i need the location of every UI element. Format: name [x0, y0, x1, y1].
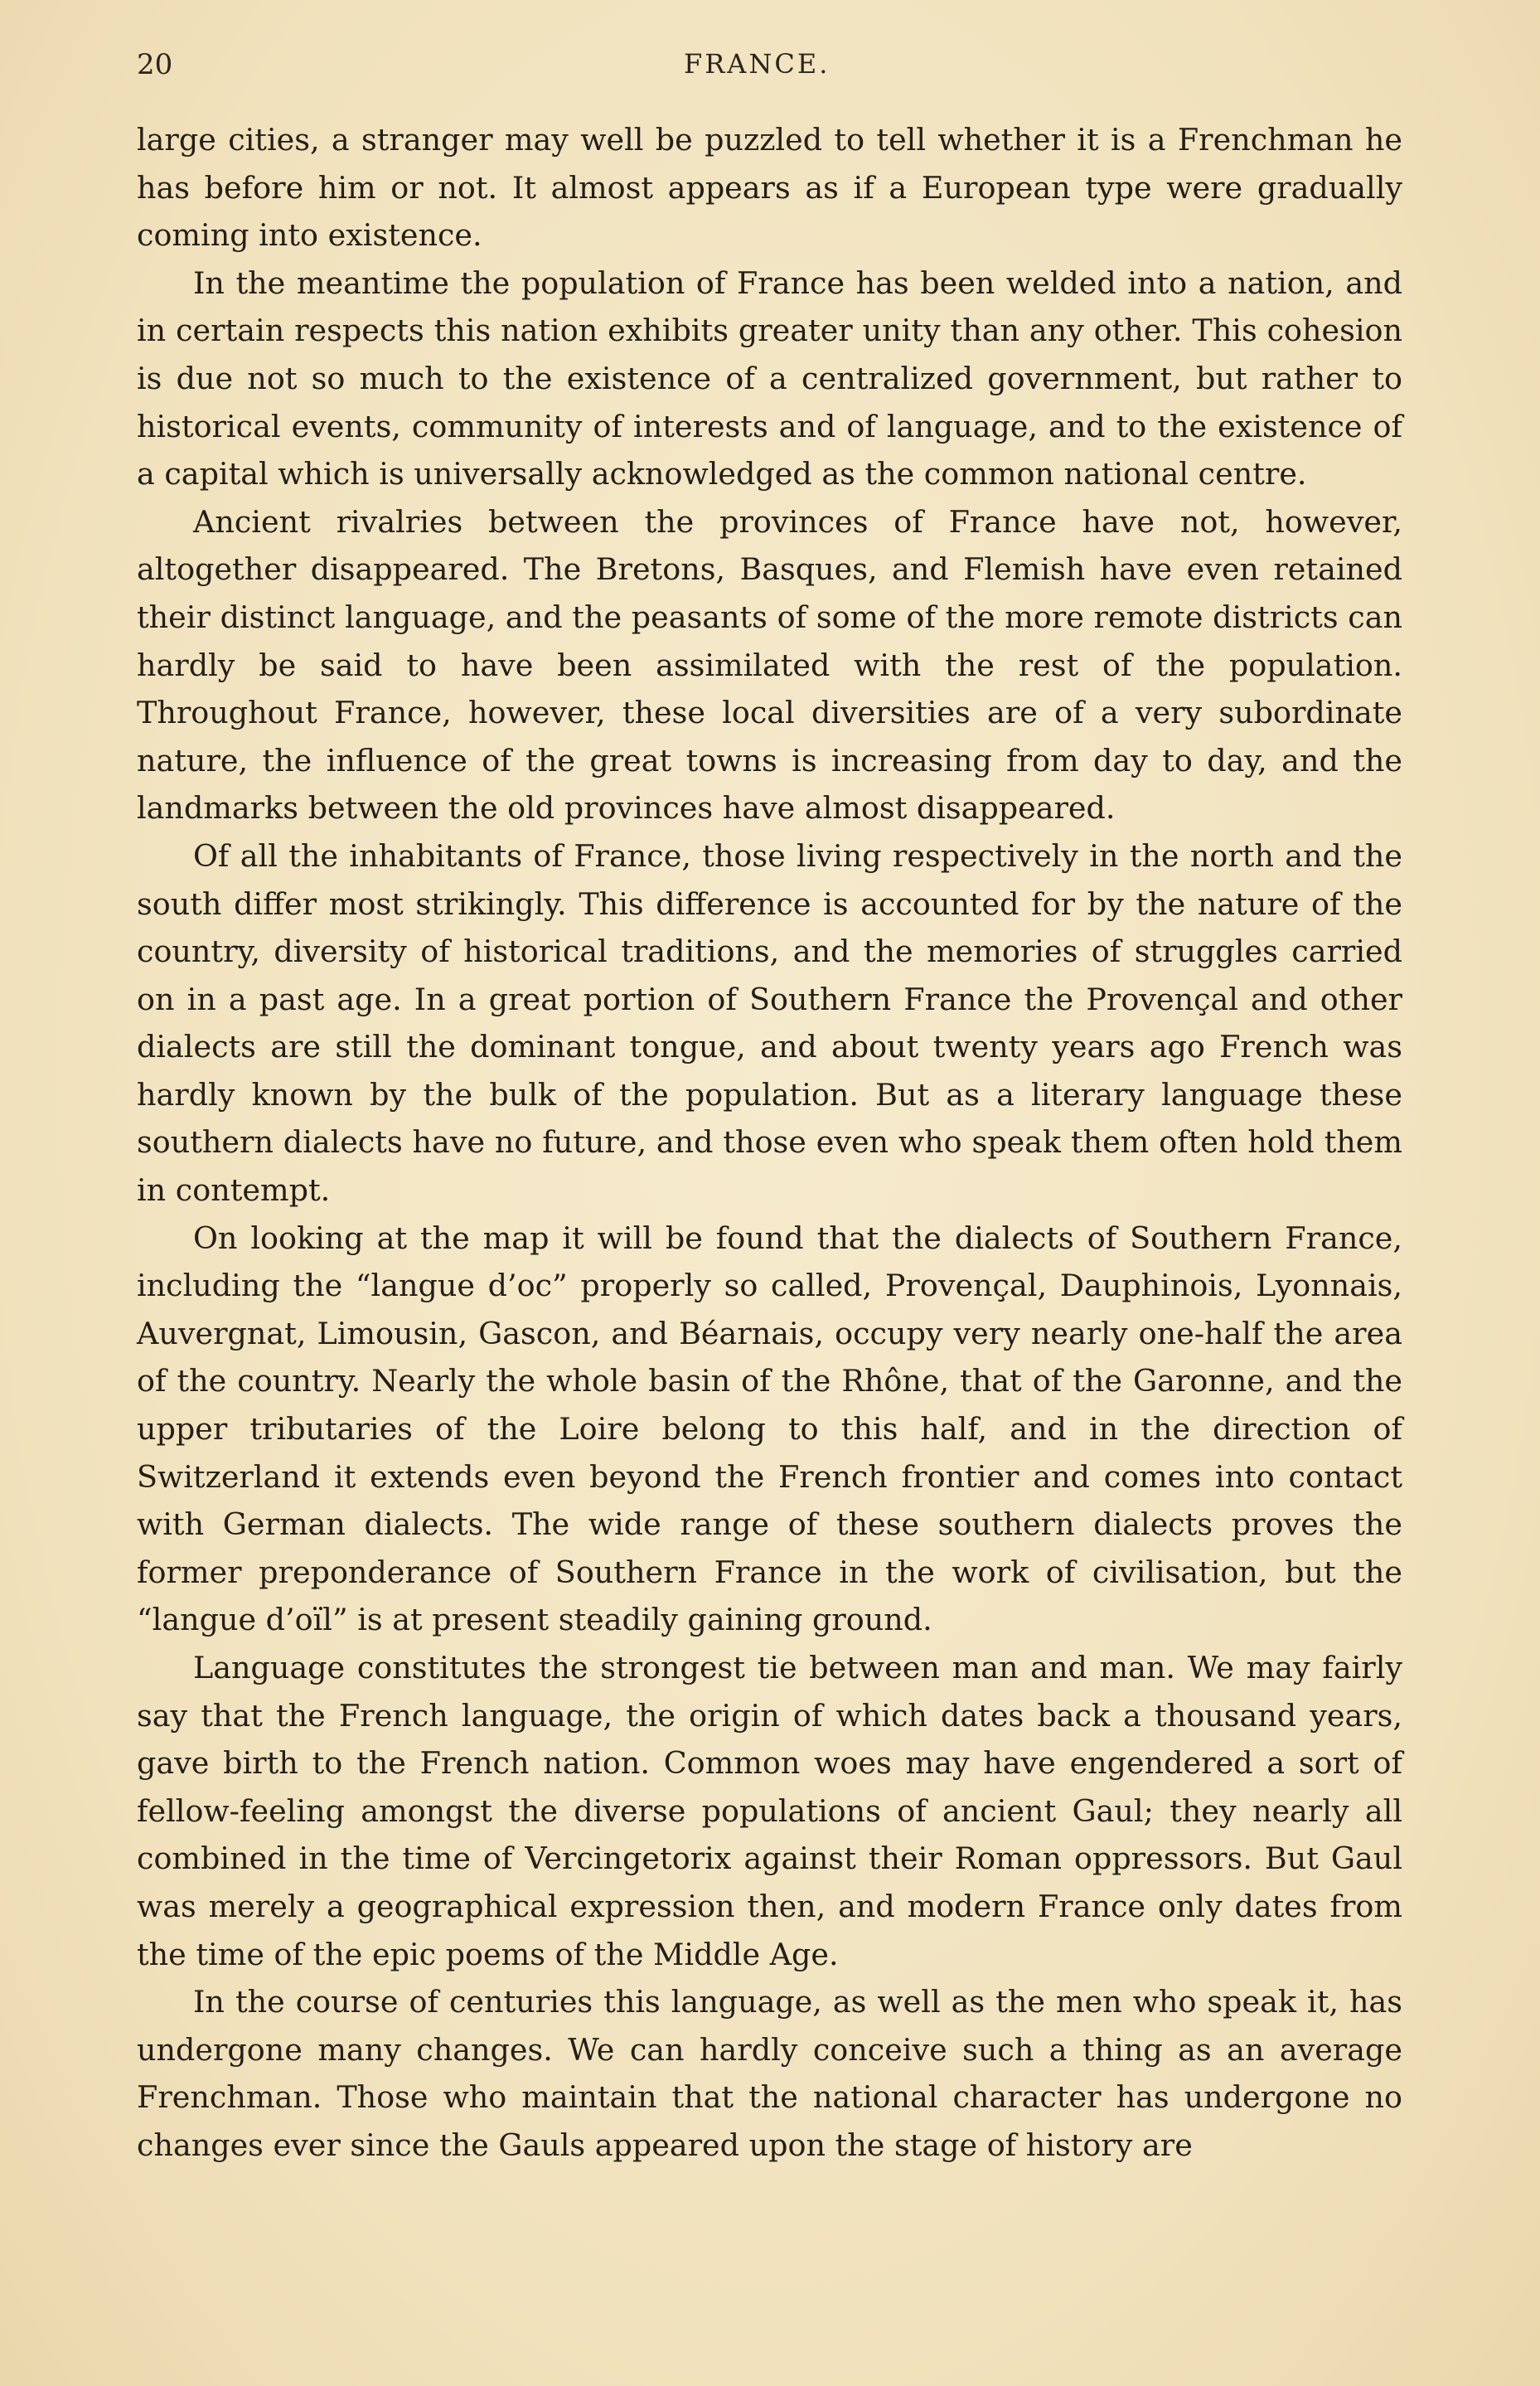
paragraph-dialects-map: On looking at the map it will be found that the dialects of Southern France, including the “langue d’oc” properly so called, Provençal, Dauphinois, Lyonnais, Auvergnat, Limousin, Gascon, and Béarnais, occupy very nearly one-half the area of the country. Nearly the whole basin of the Rhône, that of the Garonne, and the upper tributaries of the Loire belong to this half, and in the direction of Switzerland it extends even beyond the French frontier and comes into contact with German dialects. The wide range of these southern dialects proves the former preponderance of Southern France in the work of civilisation, but the “langue d’oïl” is at present steadily gaining ground.: [137, 1220, 1402, 1638]
page-header: [137, 48, 1405, 90]
paragraph-course-of-centuries: In the course of centuries this language, as well as the men who speak it, has undergone many changes. We can hardly conceive such a thing as an average Frenchman. Those who maintain that the national character has undergone no changes ever since the Gauls appeared upon the stage of history are: [137, 1984, 1402, 2163]
running-title: FRANCE.: [684, 48, 831, 80]
paragraph-ancient-rivalries: Ancient rivalries between the provinces of France have not, however, altogether disappeared. The Bretons, Basques, and Flemish have even retained their distinct language, and the peasants of some of the more remote districts can hardly be said to have been assimilated with the rest of the population. Throughout France, however, these local diversities are of a very subordinate nature, the influence of the great towns is increasing from day to day, and the landmarks between the old provinces have almost disappeared.: [137, 503, 1402, 827]
paragraph-population-welded: In the meantime the population of France has been welded into a nation, and in certain respects this nation exhibits greater unity than any other. This cohesion is due not so much to the existence of a centralized government, but rather to historical events, community of interests and of language, and to the existence of a capital which is universally acknowledged as the common national centre.: [137, 264, 1402, 492]
paragraph-north-south: Of all the inhabitants of France, those living respectively in the north and the south differ most strikingly. This difference is accounted for by the nature of the country, diversity of historical traditions, and the memories of struggles carried on in a past age. In a great portion of Southern France the Provençal and other dialects are still the dominant tongue, and about twenty years ago French was hardly known by the bulk of the population. But as a literary language these southern dialects have no future, and those even who speak them often hold them in contempt.: [137, 837, 1402, 1209]
page-number: 20: [137, 48, 173, 81]
paragraph-continuation: large cities, a stranger may well be puzzled to tell whether it is a Frenchman he has before him or not. It almost appears as if a European type were gradually coming into existence.: [137, 122, 1402, 254]
body-text: [137, 116, 1402, 2170]
paragraph-language-tie: Language constitutes the strongest tie between man and man. We may fairly say that the French language, the origin of which dates back a thousand years, gave birth to the French nation. Common woes may have engendered a sort of fellow-feeling amongst the diverse populations of ancient Gaul; they nearly all combined in the time of Vercingetorix against their Roman oppressors. But Gaul was merely a geographical expression then, and modern France only dates from the time of the epic poems of the Middle Age.: [137, 1650, 1402, 1972]
